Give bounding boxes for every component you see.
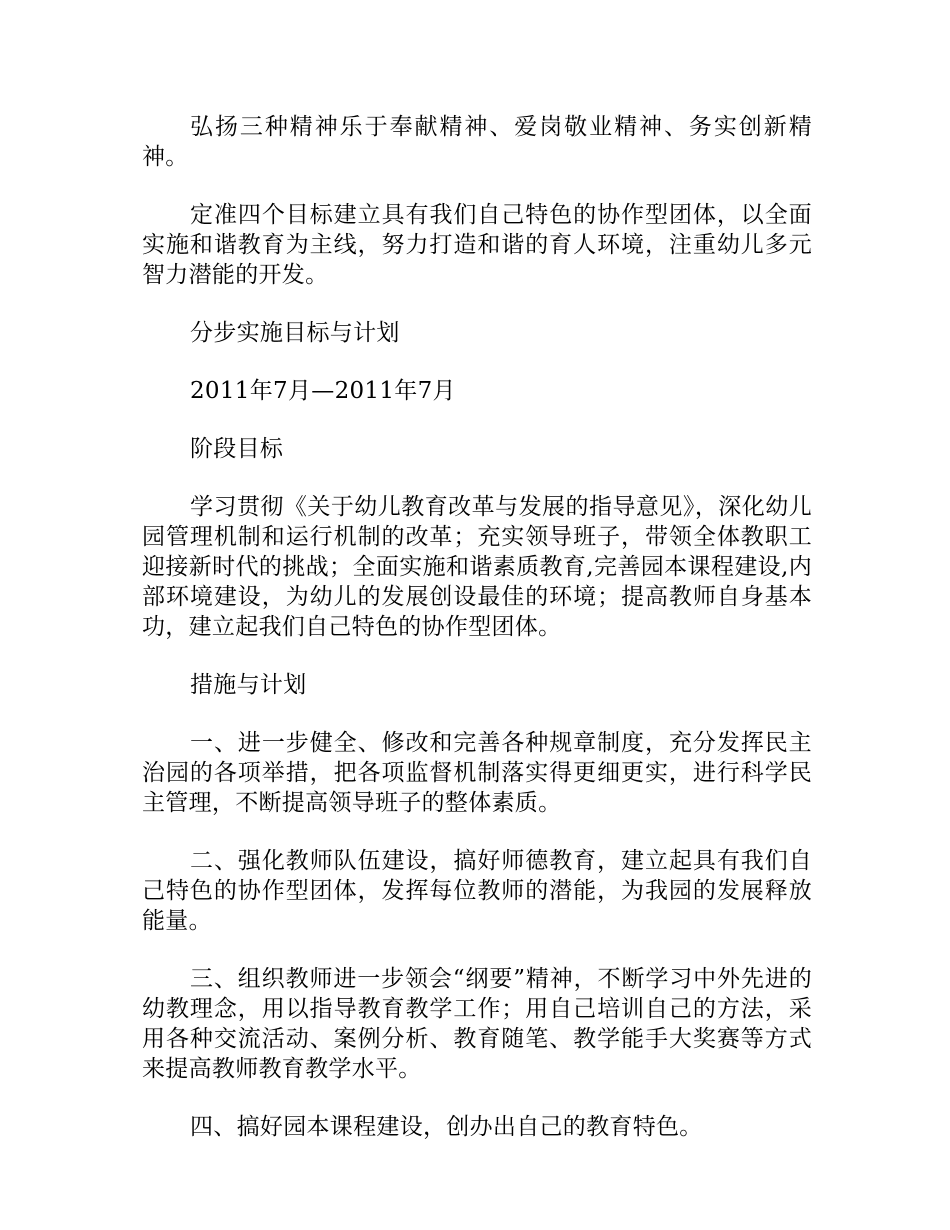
heading-plan: 分步实施目标与计划 bbox=[190, 320, 400, 346]
measure-item-4: 四、搞好园本课程建设，创办出自己的教育特色。 bbox=[190, 1114, 703, 1140]
document-body bbox=[142, 112, 812, 1170]
paragraph-goals: 定准四个目标建立具有我们自己特色的协作型团体，以全面实施和谐教育为主线，努力打造和谐的育人环境，注重幼儿多元智力潜能的开发。 bbox=[142, 202, 812, 288]
paragraph-spirit: 弘扬三种精神乐于奉献精神、爱岗敬业精神、务实创新精神。 bbox=[142, 114, 812, 170]
heading-stage-goals: 阶段目标 bbox=[190, 436, 284, 462]
measure-item-2: 二、强化教师队伍建设，搞好师德教育，建立起具有我们自己特色的协作型团体，发挥每位教师的潜能，为我园的发展释放能量。 bbox=[142, 848, 812, 934]
measure-item-3: 三、组织教师进一步领会“纲要”精神，不断学习中外先进的幼教理念，用以指导教育教学工作；用自己培训自己的方法，采用各种交流活动、案例分析、教育随笔、教学能手大奖赛等方式来提高教师教育教学水平。 bbox=[142, 966, 812, 1082]
paragraph-stage-goals: 学习贯彻《关于幼儿教育改革与发展的指导意见》，深化幼儿园管理机制和运行机制的改革；充实领导班子，带领全体教职工迎接新时代的挑战；全面实施和谐素质教育,完善园本课程建设,内部环境建设，为幼儿的发展创设最佳的环境；提高教师自身基本功，建立起我们自己特色的协作型团体。 bbox=[142, 494, 812, 640]
measure-item-1: 一、进一步健全、修改和完善各种规章制度，充分发挥民主治园的各项举措，把各项监督机制落实得更细更实，进行科学民主管理，不断提高领导班子的整体素质。 bbox=[142, 730, 812, 816]
date-range: 2011年7月—2011年7月 bbox=[190, 378, 456, 404]
heading-measures: 措施与计划 bbox=[190, 672, 307, 698]
